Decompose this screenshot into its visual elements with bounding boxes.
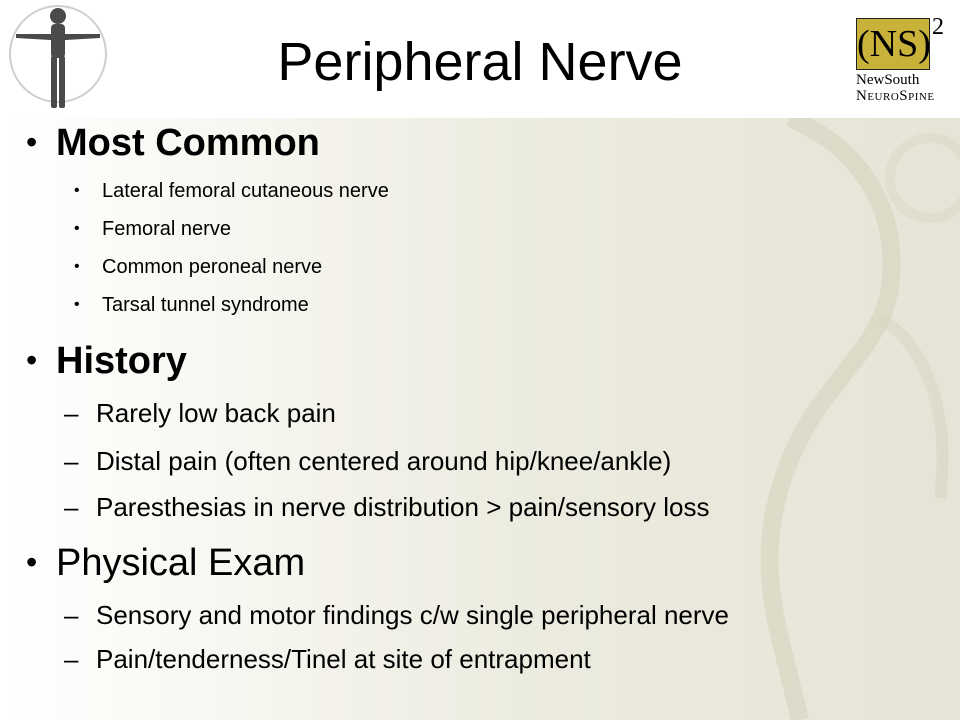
bullet-dot: •: [74, 296, 80, 313]
dash-marker: –: [64, 492, 79, 522]
dash-marker: –: [64, 644, 79, 674]
bullet-dot: •: [26, 342, 38, 378]
bullet-dot: •: [74, 220, 80, 237]
section-heading-most-common: Most Common: [56, 122, 320, 164]
list-item: Pain/tenderness/Tinel at site of entrapment: [96, 644, 591, 674]
list-item: Sensory and motor findings c/w single peripheral nerve: [96, 600, 730, 630]
slide-title: Peripheral Nerve: [277, 32, 683, 92]
logo-line-2: NeuroSpine: [856, 88, 935, 104]
section-heading-history: History: [56, 340, 187, 382]
bullet-dot: •: [26, 124, 38, 160]
list-item: Tarsal tunnel syndrome: [102, 294, 309, 316]
dash-marker: –: [64, 398, 79, 428]
logo-line-1: NewSouth: [856, 72, 920, 88]
list-item: Femoral nerve: [102, 218, 231, 240]
logo-mark: (NS): [856, 18, 930, 70]
dash-marker: –: [64, 446, 79, 476]
list-item: Rarely low back pain: [96, 398, 336, 428]
bullet-dot: •: [74, 258, 80, 275]
logo-superscript: 2: [932, 14, 944, 40]
bullet-dot: •: [74, 182, 80, 199]
list-item: Distal pain (often centered around hip/knee/ankle): [96, 446, 672, 476]
bullet-dot: •: [26, 544, 38, 580]
list-item: Common peroneal nerve: [102, 256, 323, 278]
list-item: Paresthesias in nerve distribution > pain/sensory loss: [96, 492, 710, 522]
list-item: Lateral femoral cutaneous nerve: [102, 180, 389, 202]
dash-marker: –: [64, 600, 79, 630]
section-heading-physical-exam: Physical Exam: [56, 542, 306, 584]
